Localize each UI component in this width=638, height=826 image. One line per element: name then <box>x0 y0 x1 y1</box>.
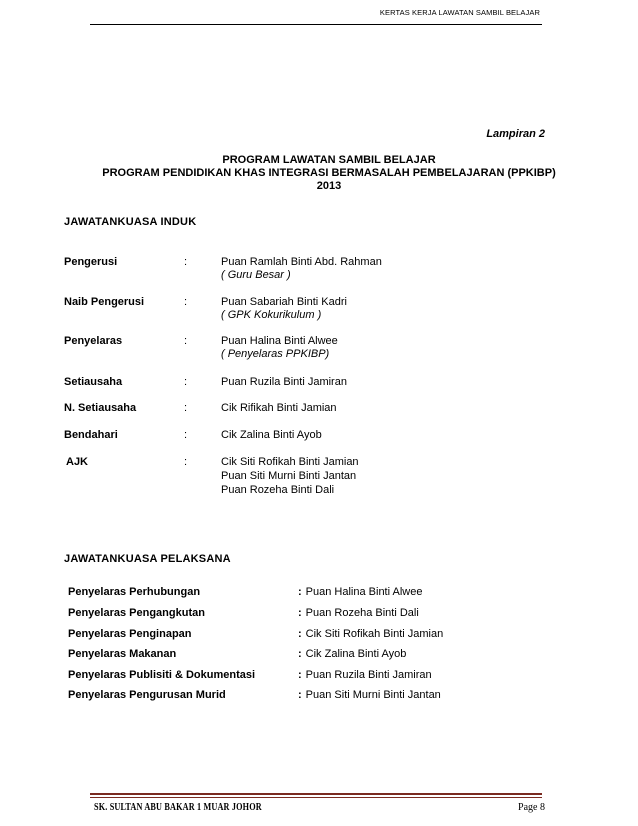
role-label: Naib Pengerusi <box>64 296 145 308</box>
member-name: Cik Rifikah Binti Jamian <box>221 402 337 414</box>
page-number: Page 8 <box>518 802 545 813</box>
member-name: Cik Siti Rofikah Binti Jamian <box>221 456 359 468</box>
executive-row <box>64 669 564 685</box>
role-label: Pengerusi <box>64 256 118 268</box>
colon: : <box>184 256 188 268</box>
member-name: Cik Zalina Binti Ayob <box>305 648 407 660</box>
colon: : <box>298 607 302 619</box>
colon: : <box>184 296 188 308</box>
colon: : <box>298 648 302 660</box>
role-label: Penyelaras Penginapan <box>68 628 192 640</box>
header-text: KERTAS KERJA LAWATAN SAMBIL BELAJAR <box>379 8 540 17</box>
attachment-label: Lampiran 2 <box>486 128 545 140</box>
footer-school-name: SK. SULTAN ABU BAKAR 1 MUAR JOHOR <box>94 802 262 813</box>
member-name: Puan Rozeha Binti Dali <box>305 607 419 619</box>
member-position: ( GPK Kokurikulum ) <box>221 309 322 321</box>
footer-divider-thin <box>90 797 542 798</box>
role-label: Penyelaras Publisiti & Dokumentasi <box>68 669 256 681</box>
role-label: AJK <box>66 456 89 468</box>
member-name: Cik Siti Rofikah Binti Jamian <box>305 628 444 640</box>
role-label: Penyelaras Pengangkutan <box>68 607 205 619</box>
colon: : <box>184 376 188 388</box>
member-name: Puan Sabariah Binti Kadri <box>221 296 347 308</box>
executive-row <box>64 628 564 644</box>
member-name: Puan Halina Binti Alwee <box>305 586 423 598</box>
colon: : <box>184 456 188 468</box>
colon: : <box>298 628 302 640</box>
member-name: Puan Ruzila Binti Jamiran <box>221 376 347 388</box>
member-name: Puan Rozeha Binti Dali <box>221 484 335 496</box>
executive-row <box>64 607 564 623</box>
colon: : <box>184 429 188 441</box>
executive-row <box>64 648 564 664</box>
title-line-1: PROGRAM LAWATAN SAMBIL BELAJAR <box>222 154 436 166</box>
member-name: Puan Siti Murni Binti Jantan <box>305 689 441 701</box>
colon: : <box>298 669 302 681</box>
member-name: Puan Siti Murni Binti Jantan <box>221 470 357 482</box>
footer-divider <box>90 793 542 795</box>
role-label: Penyelaras <box>64 335 123 347</box>
role-label: N. Setiausaha <box>64 402 137 414</box>
member-name: Puan Ramlah Binti Abd. Rahman <box>221 256 382 268</box>
member-position: ( Penyelaras PPKIBP) <box>221 348 330 360</box>
role-label: Bendahari <box>64 429 118 441</box>
executive-row <box>64 689 564 705</box>
title-line-2: PROGRAM PENDIDIKAN KHAS INTEGRASI BERMASALAH PEMBELAJARAN (PPKIBP) <box>102 167 556 179</box>
member-position: ( Guru Besar ) <box>221 269 291 281</box>
page-header <box>90 0 542 25</box>
section-heading-pelaksana: JAWATANKUASA PELAKSANA <box>64 553 231 565</box>
colon: : <box>184 402 188 414</box>
section-heading-induk: JAWATANKUASA INDUK <box>64 216 197 228</box>
colon: : <box>298 586 302 598</box>
role-label: Penyelaras Perhubungan <box>68 586 201 598</box>
colon: : <box>298 689 302 701</box>
role-label: Penyelaras Pengurusan Murid <box>68 689 226 701</box>
role-label: Penyelaras Makanan <box>68 648 177 660</box>
colon: : <box>184 335 188 347</box>
member-name: Puan Halina Binti Alwee <box>221 335 338 347</box>
title-line-3: 2013 <box>316 180 342 192</box>
executive-row <box>64 586 564 602</box>
role-label: Setiausaha <box>64 376 123 388</box>
member-name: Cik Zalina Binti Ayob <box>221 429 322 441</box>
member-name: Puan Ruzila Binti Jamiran <box>305 669 432 681</box>
document-title <box>64 154 594 193</box>
